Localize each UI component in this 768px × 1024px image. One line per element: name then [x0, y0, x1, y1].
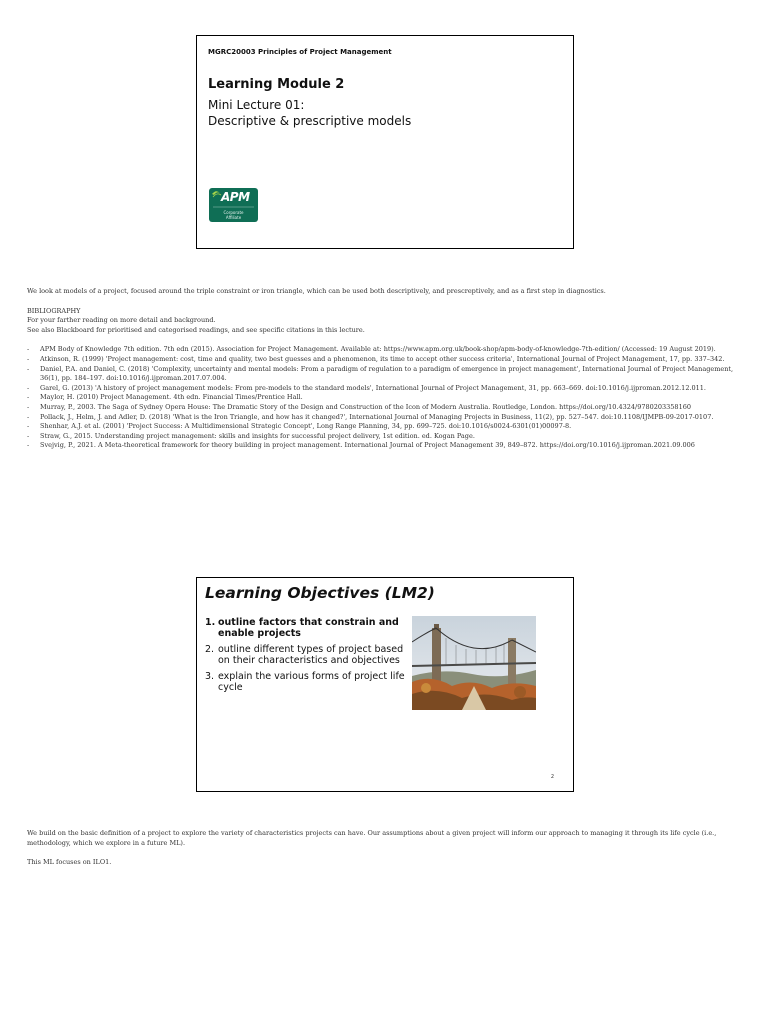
notes-intro: We look at models of a project, focused around the triple constraint or iron triangle, which can be used both descriptively, and prescreptively, and as a first step in diagnostics. [27, 287, 606, 295]
slide-page-number: 2 [550, 774, 554, 780]
reference-item: - APM Body of Knowledge 7th edition. 7th edn (2015). Association for Project Management. Available at: https://www.apm.org.uk/book-shop/apm-body-of-knowledge-7th-edition/ (Accessed: 19 August 2019). [27, 345, 742, 355]
objective-item [205, 672, 415, 693]
objectives-list [205, 618, 415, 699]
reference-item: - Garel, G. (2013) 'A history of project management models: From pre-models to the standard models', International Journal of Project Management, 31, pp. 663–669. doi:10.1016/j.ijproman.2012.12.011. [27, 384, 742, 394]
bibliography-heading: BIBLIOGRAPHY [27, 306, 81, 315]
objective-text: outline different types of project based on their characteristics and objectives [218, 644, 404, 666]
objective-item [205, 645, 415, 666]
objective-text: outline factors that constrain and enable projects [218, 617, 399, 639]
reference-item: - Pollack, J., Helm, J. and Adler, D. (2018) 'What is the Iron Triangle, and how has it changed?', International Journal of Managing Projects in Business, 11(2), pp. 527–547. doi:10.1108/IJMPB-09-2017-0107. [27, 413, 742, 423]
objective-item [205, 618, 415, 639]
subtitle-line-1: Mini Lecture 01: [208, 98, 305, 112]
lecture-subtitle [208, 97, 411, 129]
reference-item: - Straw, G., 2015. Understanding project management: skills and insights for successful project delivery, 1st edition. ed. Kogan Page. [27, 432, 742, 442]
apm-logo [209, 188, 258, 222]
apm-logo-line1: Corporate [223, 210, 244, 215]
notes-paragraph: We build on the basic definition of a project to explore the variety of characteristics projects can have. Our assumptions about a given project will inform our approach to managing it through its life cycle (i.e., methodology, which we explore in a future ML). [27, 829, 717, 847]
reference-item: - Murray, P., 2003. The Saga of Sydney Opera House: The Dramatic Story of the Design and Construction of the Icon of Modern Australia. Routledge, London. https://doi.org/10.4324/9780203358160 [27, 403, 742, 413]
speaker-notes-1 [27, 287, 742, 451]
slide-title: Learning Objectives (LM2) [205, 584, 435, 602]
reference-item: - Atkinson, R. (1999) 'Project management: cost, time and quality, two best guesses and a phenomenon, its time to accept other success criteria', International Journal of Project Management, 17, pp. 337–342. [27, 355, 742, 365]
module-title: Learning Module 2 [208, 77, 345, 92]
reference-item: - Maylor, H. (2010) Project Management. 4th edn. Financial Times/Prentice Hall. [27, 393, 742, 403]
reference-item: - Daniel, P.A. and Daniel, C. (2018) 'Complexity, uncertainty and mental models: From a paradigm of regulation to a paradigm of emergence in project management', International Journal of Project Management, 36(1), pp. 184–197. doi:10.1016/j.ijproman.2017.07.004. [27, 365, 742, 384]
subtitle-line-2: Descriptive & prescriptive models [208, 114, 412, 128]
apm-logo-line2: Affiliate [225, 215, 242, 220]
bibliography-line-1: For your farther reading on more detail and background. [27, 316, 216, 325]
suspension-bridge-photo [412, 616, 536, 710]
objective-number: 3. [205, 671, 215, 682]
bibliography-line-2: See also Blackboard for prioritised and categorised readings, and see specific citations in this lecture. [27, 325, 365, 334]
objective-number: 2. [205, 644, 215, 655]
reference-item: - Shenhar, A.J. et al. (2001) 'Project Success: A Multidimensional Strategic Concept', Long Range Planning, 34, pp. 699–725. doi:10.1016/s0024-6301(01)00097-8. [27, 422, 742, 432]
slide-title [196, 35, 574, 249]
slide-learning-objectives [196, 577, 574, 792]
apm-logo-text: APM [221, 190, 250, 204]
objective-text: explain the various forms of project life cycle [218, 671, 405, 693]
reference-item: - Svejvig, P., 2021. A Meta-theoretical framework for theory building in project management. International Journal of Project Management 39, 849–872. https://doi.org/10.1016/j.ijproman.2021.09.006 [27, 441, 742, 451]
objective-number: 1. [205, 617, 216, 628]
course-code: MGRC20003 Principles of Project Management [208, 48, 392, 56]
reference-list [27, 345, 742, 451]
notes-paragraph: This ML focuses on ILO1. [27, 858, 112, 867]
speaker-notes-2 [27, 829, 742, 868]
